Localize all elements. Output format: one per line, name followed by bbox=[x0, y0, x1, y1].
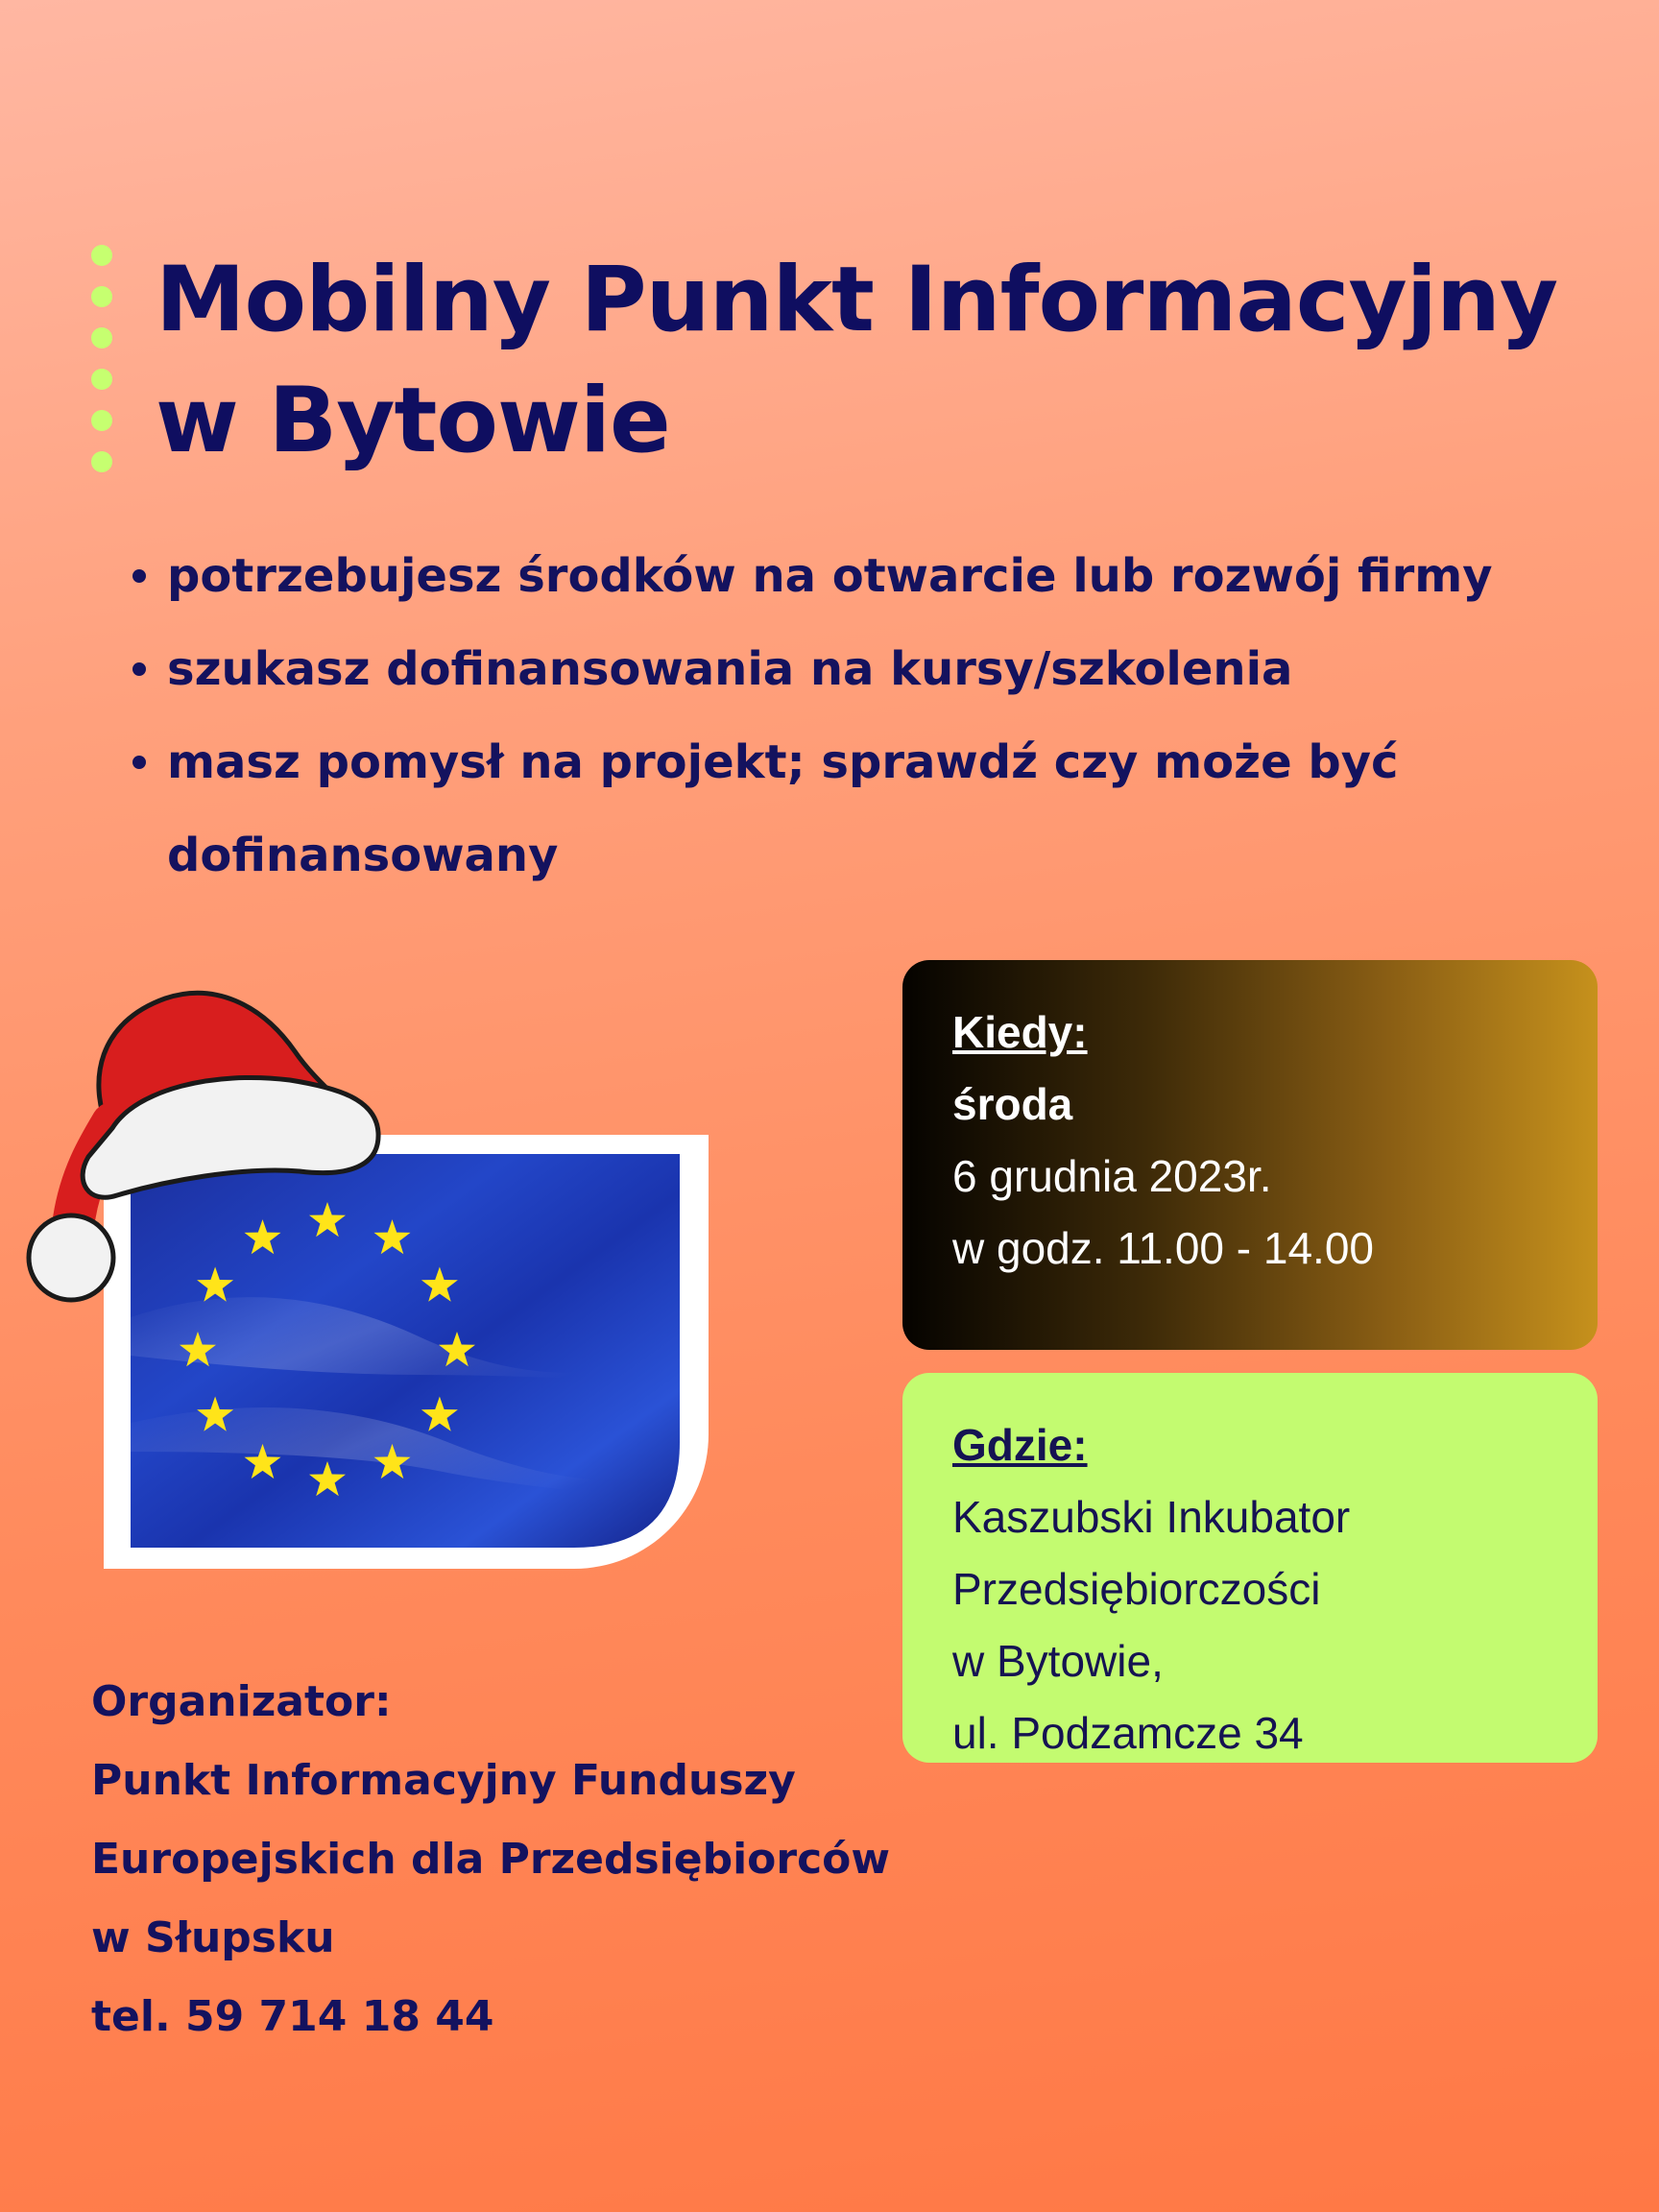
organizer-line-2: Europejskich dla Przedsiębiorców bbox=[91, 1835, 891, 1884]
organizer-line-3: w Słupsku bbox=[91, 1913, 335, 1962]
when-heading: Kiedy: bbox=[952, 1007, 1088, 1057]
title-line-1: Mobilny Punkt Informacyjny bbox=[156, 248, 1558, 352]
title-line-2: w Bytowie bbox=[156, 369, 670, 473]
when-card bbox=[902, 960, 1598, 1350]
organizer-line-1: Punkt Informacyjny Funduszy bbox=[91, 1756, 796, 1805]
santa-hat-icon bbox=[21, 965, 396, 1310]
benefits-list bbox=[127, 530, 1528, 902]
dot bbox=[91, 369, 112, 390]
organizer-phone: tel. 59 714 18 44 bbox=[91, 1992, 494, 2041]
venue-line-2: Przedsiębiorczości bbox=[952, 1564, 1321, 1614]
dot bbox=[91, 286, 112, 307]
organizer-block bbox=[91, 1663, 917, 2056]
benefit-item: szukasz dofinansowania na kursy/szkolenia bbox=[127, 623, 1528, 716]
where-heading: Gdzie: bbox=[952, 1420, 1088, 1470]
event-day: środa bbox=[952, 1079, 1073, 1129]
benefit-item: masz pomysł na projekt; sprawdź czy może być dofinansowany bbox=[127, 716, 1528, 902]
decorative-dots bbox=[91, 245, 112, 493]
page-title bbox=[156, 240, 1557, 482]
organizer-label: Organizator: bbox=[91, 1677, 392, 1726]
benefit-item: potrzebujesz środków na otwarcie lub rozwój firmy bbox=[127, 530, 1528, 623]
dot bbox=[91, 451, 112, 472]
dot bbox=[91, 410, 112, 431]
dot bbox=[91, 245, 112, 266]
event-hours: w godz. 11.00 - 14.00 bbox=[952, 1223, 1374, 1273]
venue-line-1: Kaszubski Inkubator bbox=[952, 1492, 1351, 1542]
where-card bbox=[902, 1373, 1598, 1763]
venue-address: ul. Podzamcze 34 bbox=[952, 1708, 1304, 1758]
event-date: 6 grudnia 2023r. bbox=[952, 1151, 1272, 1201]
dot bbox=[91, 327, 112, 349]
venue-line-3: w Bytowie, bbox=[952, 1636, 1164, 1686]
